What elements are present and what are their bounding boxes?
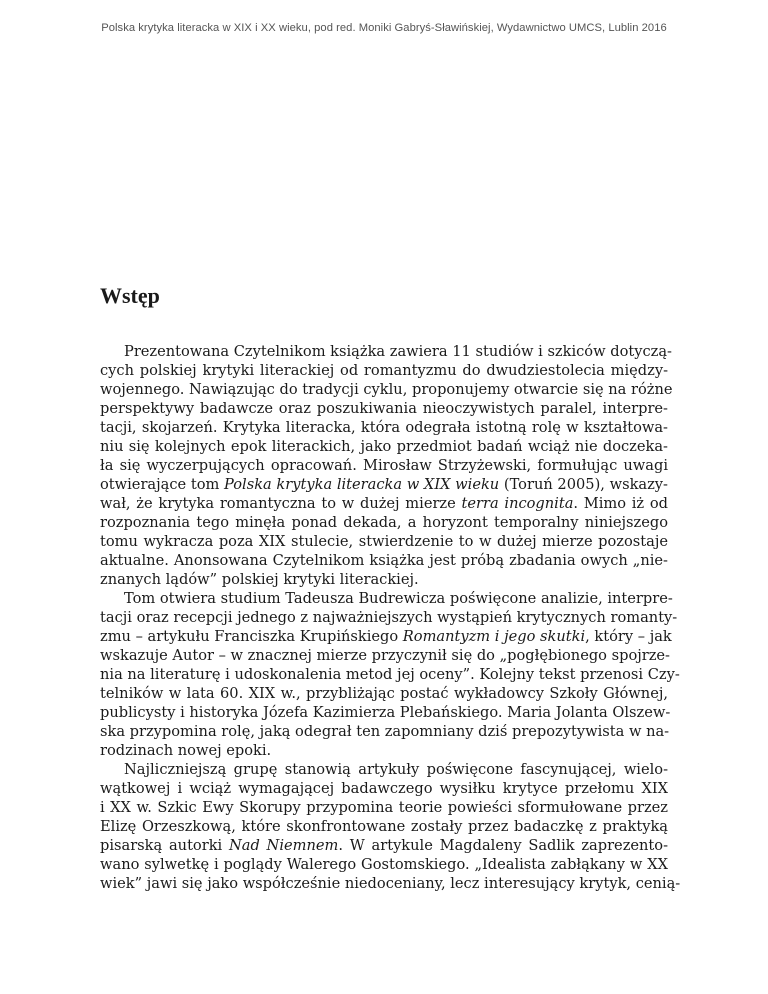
text-line: wątkowej i wciąż wymagającej badawczego wysiłku krytyce przełomu XIX	[100, 780, 668, 797]
text-line: Tom otwiera studium Tadeusza Budrewicza poświęcone analizie, interpre-	[124, 590, 673, 607]
running-header-citation: Polska krytyka literacka w XIX i XX wieku, pod red. Moniki Gabryś-Sławińskiej, Wydawnictwo UMCS, Lublin 2016	[101, 22, 667, 34]
chapter-title: Wstęp	[100, 283, 160, 308]
text-line: tomu wykracza poza XIX stulecie, stwierdzenie to w dużej mierze pozostaje	[100, 533, 668, 550]
text-segment: . Mimo iż od	[573, 495, 668, 512]
text-line	[100, 494, 668, 513]
text-segment: (Toruń 2005), wskazy-	[499, 476, 668, 493]
italic-title: Nad Niemnem	[228, 837, 339, 854]
text-line: tacji, skojarzeń. Krytyka literacka, która odegrała istotną rolę w kształtowa-	[100, 419, 668, 436]
text-line: ska przypomina rolę, jaką odegrał ten zapomniany dziś prepozytywista w na-	[100, 723, 670, 740]
text-line	[100, 475, 668, 494]
text-line: Elizę Orzeszkową, które skonfrontowane zostały przez badaczkę z praktyką	[100, 818, 668, 835]
text-line: ła się wyczerpujących opracowań. Mirosław Strzyżewski, formułując uwagi	[100, 457, 668, 474]
text-line: wiek” jawi się jako współcześnie niedoceniany, lecz interesujący krytyk, cenią-	[100, 875, 681, 892]
text-segment: , który – jak	[585, 628, 672, 645]
text-line: rodzinach nowej epoki.	[100, 742, 272, 759]
italic-title: terra incognita	[461, 495, 574, 512]
italic-title: Polska krytyka literacka w XIX wieku	[224, 476, 500, 493]
text-line: wano sylwetkę i poglądy Walerego Gostomskiego. „Idealista zabłąkany w XX	[100, 856, 668, 873]
text-segment: otwierające tom	[100, 476, 225, 493]
text-line: niu się kolejnych epok literackich, jako przedmiot badań wciąż nie doczeka-	[100, 438, 668, 455]
text-line: telników w lata 60. XIX w., przybliżając postać wykładowcy Szkoły Głównej,	[100, 685, 668, 702]
text-line: wojennego. Nawiązując do tradycji cyklu, proponujemy otwarcie się na różne	[100, 381, 673, 398]
text-line: Prezentowana Czytelnikom książka zawiera 11 studiów i szkiców dotyczą-	[124, 343, 672, 360]
text-line: aktualne. Anonsowana Czytelnikom książka jest próbą zbadania owych „nie-	[100, 552, 668, 569]
body-text	[100, 342, 681, 893]
italic-title: Romantyzm i jego skutki	[402, 628, 586, 645]
paragraph	[100, 760, 681, 893]
paragraph	[100, 589, 680, 760]
text-segment: zmu – artykułu Franciszka Krupińskiego	[100, 628, 403, 645]
text-line: nia na literaturę i udoskonalenia metod jej oceny”. Kolejny tekst przenosi Czy-	[100, 666, 680, 683]
text-line	[100, 836, 668, 855]
text-line: i XX w. Szkic Ewy Skorupy przypomina teorie powieści sformułowane przez	[100, 799, 668, 816]
text-line: publicysty i historyka Józefa Kazimierza Plebańskiego. Maria Jolanta Olszew-	[100, 704, 671, 721]
text-line: perspektywy badawcze oraz poszukiwania nieoczywistych paralel, interpre-	[100, 400, 668, 417]
text-line	[100, 627, 672, 646]
text-segment: . W artykule Magdaleny Sadlik zaprezento-	[338, 837, 668, 854]
text-line: znanych lądów” polskiej krytyki literackiej.	[100, 571, 419, 588]
text-segment: pisarską autorki	[100, 837, 229, 854]
text-segment: wał, że krytyka romantyczna to w dużej mierze	[100, 495, 462, 512]
text-line: wskazuje Autor – w znacznej mierze przyczynił się do „pogłębionego spojrze-	[100, 647, 670, 664]
text-line: Najliczniejszą grupę stanowią artykuły poświęcone fascynującej, wielo-	[124, 761, 668, 778]
text-line: cych polskiej krytyki literackiej od romantyzmu do dwudziestolecia między-	[100, 362, 668, 379]
text-line: rozpoznania tego minęła ponad dekada, a horyzont temporalny niniejszego	[100, 514, 668, 531]
paragraph	[100, 342, 673, 589]
text-line: tacji oraz recepcji jednego z najważniejszych wystąpień krytycznych romanty-	[100, 609, 678, 626]
